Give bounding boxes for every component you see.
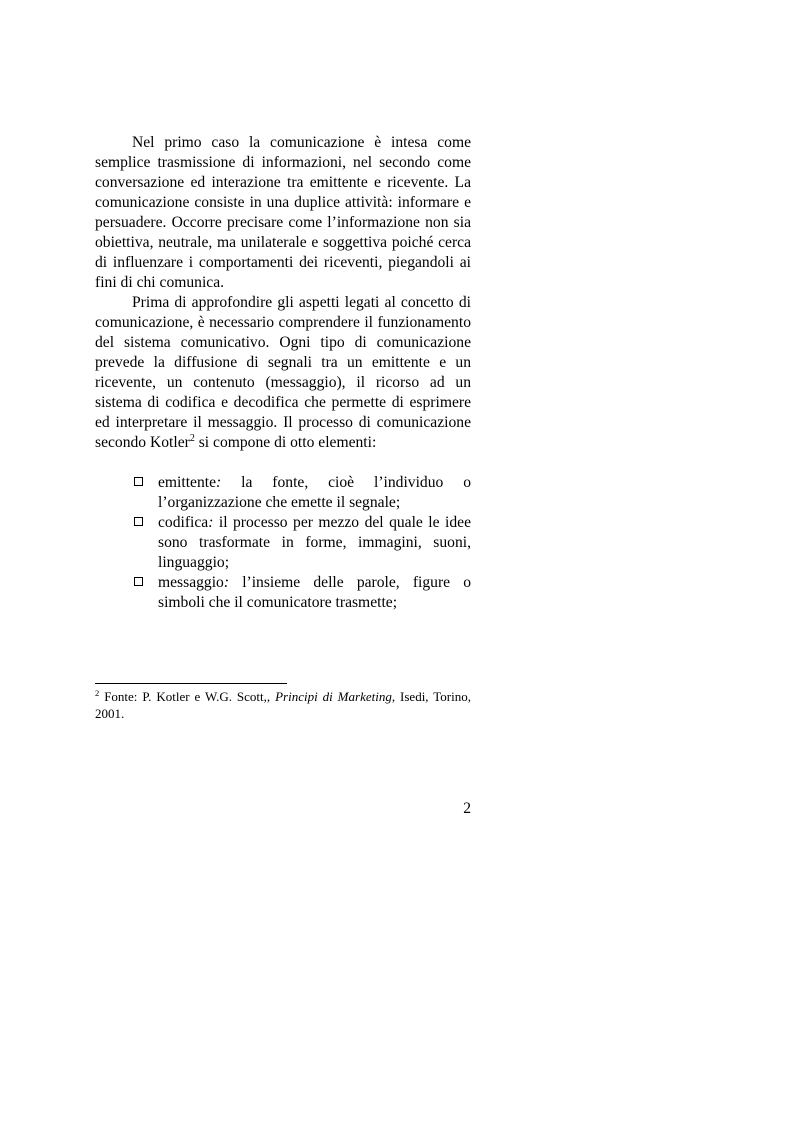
body-text bbox=[95, 133, 471, 613]
footnote-prefix: Fonte: P. Kotler e W.G. Scott,, bbox=[99, 689, 276, 704]
list-item bbox=[95, 513, 471, 573]
page-number: 2 bbox=[463, 800, 471, 817]
paragraph-2 bbox=[95, 293, 471, 453]
list-item-colon: : bbox=[223, 574, 230, 591]
footnote-suffix: , Isedi, Torino, 2001. bbox=[95, 689, 471, 721]
list-item-term: messaggio bbox=[158, 574, 224, 591]
list-item-colon: : bbox=[208, 514, 214, 531]
paragraph-1: Nel primo caso la comunicazione è intesa come semplice trasmissione di informazioni, nel secondo come conversazione ed interazione tra emittente e ricevente. La comunicazione consiste in una duplice attività: informare e persuadere. Occorre precisare come l’informazione non sia obiettiva, neutrale, ma unilaterale e soggettiva poiché cerca di influenzare i comportamenti dei riceventi, piegandoli ai fini di chi comunica. bbox=[95, 134, 471, 291]
list-item-text: il processo per mezzo del quale le idee sono trasformate in forme, immagini, suoni, linguaggio; bbox=[158, 514, 471, 571]
footnote-reference: 2 bbox=[189, 433, 195, 444]
list-item bbox=[95, 573, 471, 613]
checkbox-bullet-icon bbox=[134, 517, 143, 526]
elements-list bbox=[95, 473, 471, 613]
paragraph-2-text: Prima di approfondire gli aspetti legati al concetto di comunicazione, è necessario comprendere il funzionamento del sistema comunicativo. Ogni tipo di comunicazione prevede la diffusione di segnali tra un emittente e un ricevente, un contenuto (messaggio), il ricorso ad un sistema di codifica e decodifica che permette di esprimere ed interpretare il messaggio. Il processo di comunicazione secondo Kotler bbox=[95, 294, 471, 451]
footnote-number: 2 bbox=[95, 688, 100, 698]
footnote bbox=[95, 688, 471, 722]
checkbox-bullet-icon bbox=[134, 577, 143, 586]
list-item-colon: : bbox=[216, 474, 222, 491]
list-item bbox=[95, 473, 471, 513]
checkbox-bullet-icon bbox=[134, 477, 143, 486]
list-item-text: l’insieme delle parole, figure o simboli che il comunicatore trasmette; bbox=[158, 574, 471, 611]
footnote-separator bbox=[95, 683, 287, 684]
list-item-text: la fonte, cioè l’individuo o l’organizzazione che emette il segnale; bbox=[158, 474, 471, 511]
footnote-book-title: Principi di Marketing bbox=[275, 689, 392, 704]
list-item-term: emittente bbox=[158, 474, 217, 491]
paragraph-2-text-end: si compone di otto elementi: bbox=[194, 434, 377, 451]
list-item-term: codifica bbox=[158, 514, 209, 531]
